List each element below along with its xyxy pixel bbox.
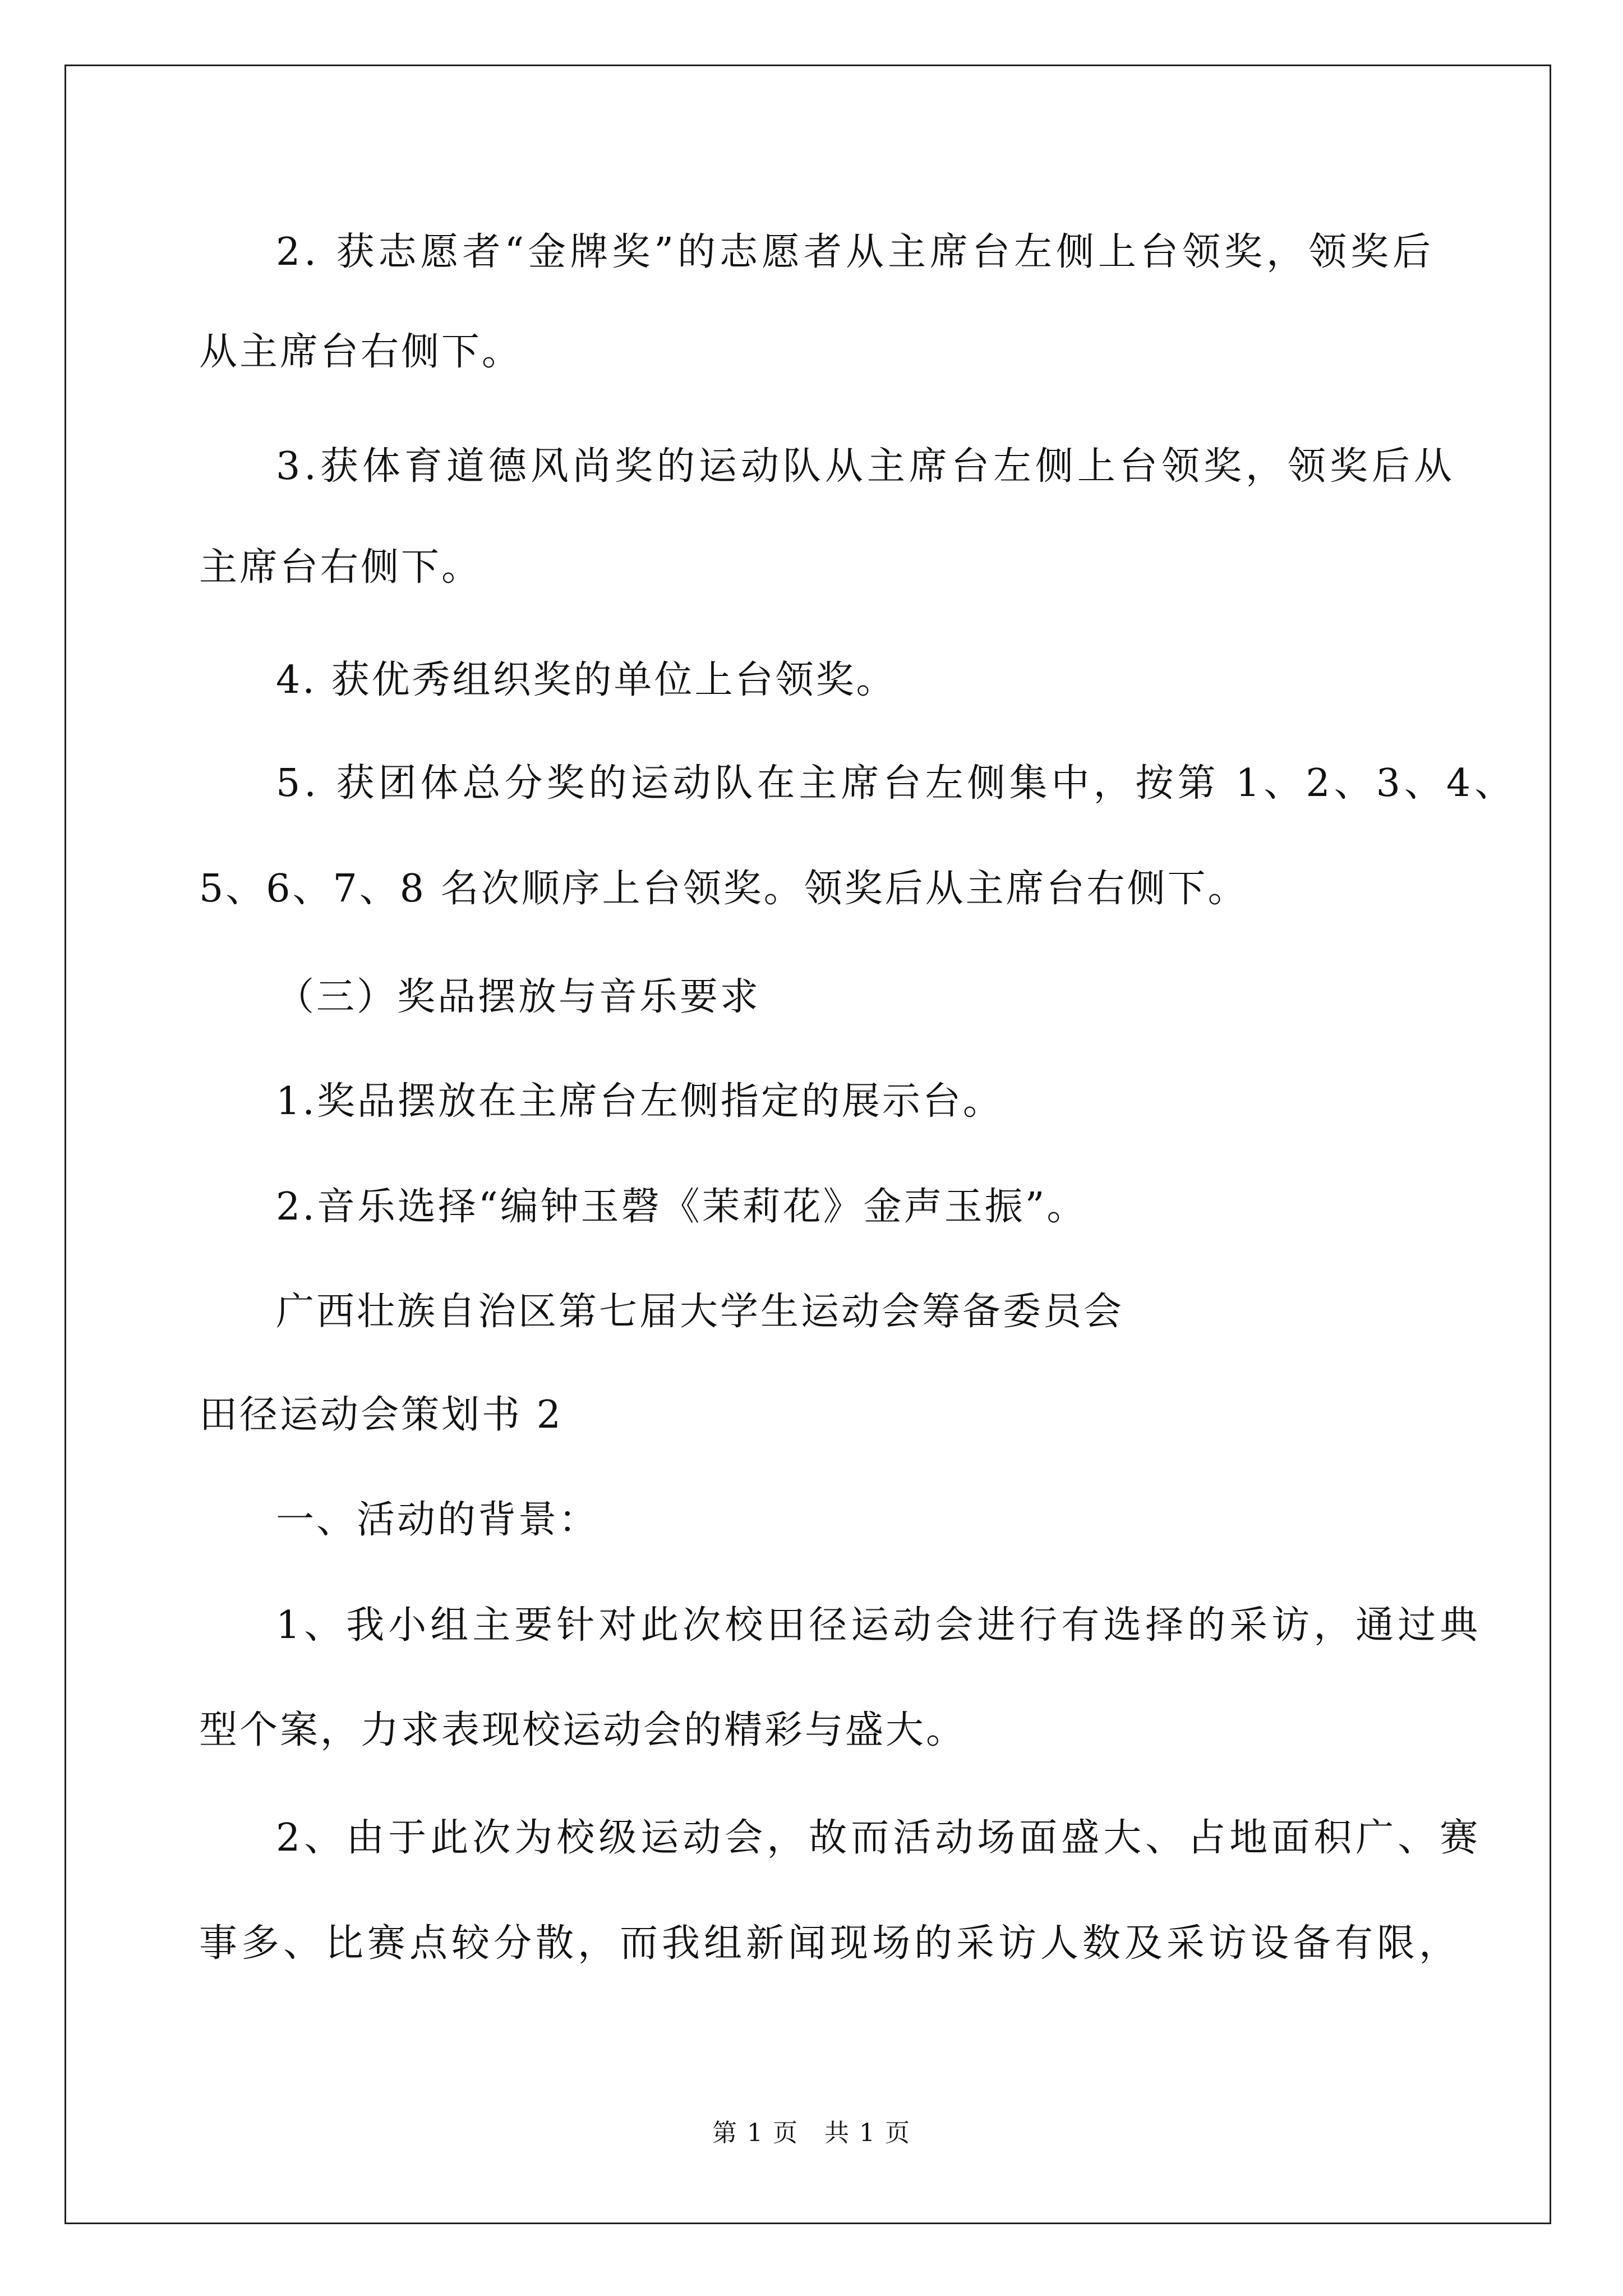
paragraph-line: 2、由于此次为校级运动会，故而活动场面盛大、占地面积广、赛 — [276, 1816, 1482, 1860]
section-heading: （三）奖品摆放与音乐要求 — [276, 975, 761, 1019]
paragraph-line: 从主席台右侧下。 — [199, 330, 523, 374]
paragraph-line: 型个案，力求表现校运动会的精彩与盛大。 — [199, 1708, 967, 1752]
paragraph-line: 主席台右侧下。 — [199, 545, 482, 590]
paragraph-line: 1、我小组主要针对此次校田径运动会进行有选择的采访，通过典 — [276, 1603, 1482, 1648]
section-heading: 一、活动的背景： — [276, 1498, 600, 1542]
paragraph-line: 2. 获志愿者“金牌奖”的志愿者从主席台左侧上台领奖，领奖后 — [276, 230, 1435, 274]
paragraph-line: 1.奖品摆放在主席台左侧指定的展示台。 — [276, 1079, 1003, 1124]
page-number-footer: 第 1 页 共 1 页 — [712, 2119, 911, 2147]
paragraph-line: 5、6、7、8 名次顺序上台领奖。领奖后从主席台右侧下。 — [199, 867, 1248, 911]
document-title: 田径运动会策划书 2 — [199, 1393, 563, 1437]
paragraph-line: 2.音乐选择“编钟玉磬《茉莉花》金声玉振”。 — [276, 1185, 1087, 1229]
paragraph-line: 5. 获团体总分奖的运动队在主席台左侧集中，按第 1、2、3、4、 — [276, 761, 1517, 806]
signature-line: 广西壮族自治区第七届大学生运动会筹备委员会 — [276, 1290, 1124, 1334]
paragraph-line: 4. 获优秀组织奖的单位上台领奖。 — [276, 658, 897, 702]
page-border — [64, 65, 1551, 2224]
paragraph-line: 事多、比赛点较分散，而我组新闻现场的采访人数及采访设备有限， — [199, 1921, 1461, 1966]
paragraph-line: 3.获体育道德风尚奖的运动队从主席台左侧上台领奖，领奖后从 — [276, 444, 1456, 489]
